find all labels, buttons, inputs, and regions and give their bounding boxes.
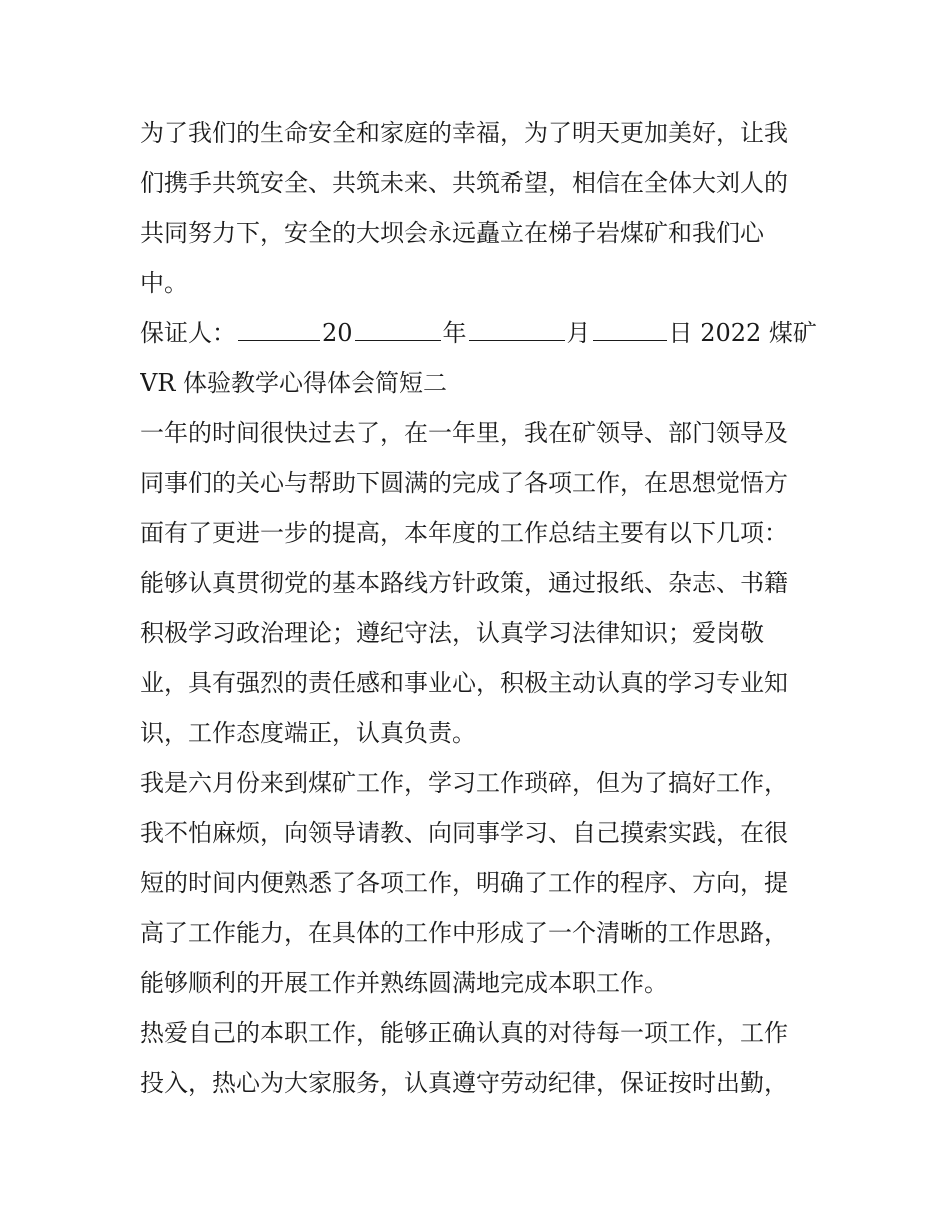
document-page xyxy=(140,108,820,1108)
signature-day-blank[interactable] xyxy=(593,310,667,341)
signature-name-blank[interactable] xyxy=(238,310,320,341)
text-line: 识，工作态度端正，认真负责。 xyxy=(140,719,476,747)
text-line: 我不怕麻烦，向领导请教、向同事学习、自己摸索实践，在很 xyxy=(140,819,788,847)
text-line: 能够顺利的开展工作并熟练圆满地完成本职工作。 xyxy=(140,969,668,997)
text-line: 高了工作能力，在具体的工作中形成了一个清晰的工作思路， xyxy=(140,919,788,947)
signature-label: 保证人： xyxy=(140,319,236,347)
signature-trailing-text: 2022 煤矿 xyxy=(700,319,817,347)
text-line: 能够认真贯彻党的基本路线方针政策，通过报纸、杂志、书籍 xyxy=(140,569,788,597)
paragraph-work-experience xyxy=(140,758,820,1008)
paragraph-summary xyxy=(140,408,820,758)
text-line: 积极学习政治理论；遵纪守法，认真学习法律知识；爱岗敬 xyxy=(140,619,764,647)
signature-year-blank[interactable] xyxy=(355,310,441,341)
signature-line xyxy=(140,308,820,358)
paragraph-closing xyxy=(140,108,820,308)
signature-year-prefix: 20 xyxy=(322,319,353,347)
text-line: 同事们的关心与帮助下圆满的完成了各项工作，在思想觉悟方 xyxy=(140,469,788,497)
text-line: 热爱自己的本职工作，能够正确认真的对待每一项工作，工作 xyxy=(140,1019,788,1047)
signature-day-label: 日 xyxy=(668,319,693,347)
text-line: 为了我们的生命安全和家庭的幸福，为了明天更加美好，让我 xyxy=(140,119,788,147)
text-line: 业，具有强烈的责任感和事业心，积极主动认真的学习专业知 xyxy=(140,669,788,697)
text-line: 一年的时间很快过去了，在一年里，我在矿领导、部门领导及 xyxy=(140,419,788,447)
text-line: 中。 xyxy=(140,269,188,297)
text-line: 投入，热心为大家服务，认真遵守劳动纪律，保证按时出勤， xyxy=(140,1069,788,1097)
signature-month-blank[interactable] xyxy=(469,310,565,341)
text-line: 们携手共筑安全、共筑未来、共筑希望，相信在全体大刘人的 xyxy=(140,169,788,197)
text-line: 面有了更进一步的提高，本年度的工作总结主要有以下几项： xyxy=(140,519,788,547)
text-line: 共同努力下，安全的大坝会永远矗立在梯子岩煤矿和我们心 xyxy=(140,219,764,247)
signature-month-label: 月 xyxy=(566,319,591,347)
paragraph-work-attitude xyxy=(140,1008,820,1108)
section-heading: VR 体验教学心得体会简短二 xyxy=(140,369,448,397)
text-line: 短的时间内便熟悉了各项工作，明确了工作的程序、方向，提 xyxy=(140,869,788,897)
signature-year-label: 年 xyxy=(442,319,467,347)
text-line: 我是六月份来到煤矿工作，学习工作琐碎，但为了搞好工作， xyxy=(140,769,788,797)
